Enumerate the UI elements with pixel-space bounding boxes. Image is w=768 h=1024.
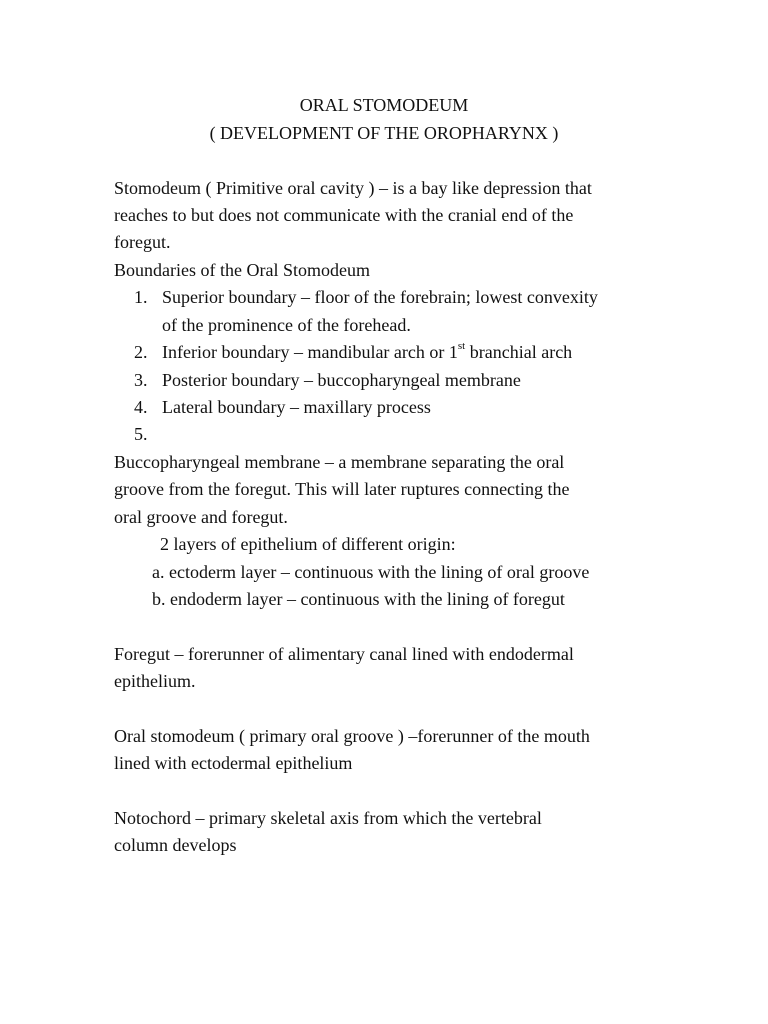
boundary-item-4: Lateral boundary – maxillary process <box>162 397 431 417</box>
title-line-2: ( DEVELOPMENT OF THE OROPHARYNX ) <box>209 123 559 143</box>
layer-item-a: a. ectoderm layer – continuous with the lining of oral groove <box>152 562 590 582</box>
boundary-item-2-superscript: st <box>457 340 466 352</box>
boundary-item-2 <box>162 342 572 362</box>
boundary-number-5: 5. <box>134 424 148 444</box>
boundary-item-1: Superior boundary – floor of the forebrain; lowest convexity <box>162 287 598 307</box>
bucco-line-3: oral groove and foregut. <box>114 507 288 527</box>
oral-line-2: lined with ectodermal epithelium <box>114 753 353 773</box>
bucco-line-2: groove from the foregut. This will later ruptures connecting the <box>114 479 570 499</box>
layer-item-b: b. endoderm layer – continuous with the lining of foregut <box>152 589 565 609</box>
boundary-number-4: 4. <box>134 397 148 417</box>
boundary-item-3: Posterior boundary – buccopharyngeal membrane <box>162 370 521 390</box>
intro-line-3: foregut. <box>114 232 171 252</box>
foregut-line-1: Foregut – forerunner of alimentary canal lined with endodermal <box>114 644 574 664</box>
boundary-item-2-text: Inferior boundary – mandibular arch or 1 <box>162 342 458 362</box>
boundary-item-1-continuation: of the prominence of the forehead. <box>162 315 411 335</box>
notochord-line-2: column develops <box>114 835 237 855</box>
notochord-line-1: Notochord – primary skeletal axis from which the vertebral <box>114 808 542 828</box>
boundary-number-1: 1. <box>134 287 148 307</box>
boundaries-heading: Boundaries of the Oral Stomodeum <box>114 260 370 280</box>
intro-line-1: Stomodeum ( Primitive oral cavity ) – is a bay like depression that <box>114 178 592 198</box>
boundary-number-3: 3. <box>134 370 148 390</box>
boundary-number-2: 2. <box>134 342 148 362</box>
layers-heading: 2 layers of epithelium of different origin: <box>160 534 456 554</box>
foregut-line-2: epithelium. <box>114 671 196 691</box>
bucco-line-1: Buccopharyngeal membrane – a membrane separating the oral <box>114 452 565 472</box>
boundary-item-2-text-end: branchial arch <box>465 342 573 362</box>
oral-line-1: Oral stomodeum ( primary oral groove ) –forerunner of the mouth <box>114 726 590 746</box>
intro-line-2: reaches to but does not communicate with the cranial end of the <box>114 205 574 225</box>
title-line-1: ORAL STOMODEUM <box>299 95 469 115</box>
